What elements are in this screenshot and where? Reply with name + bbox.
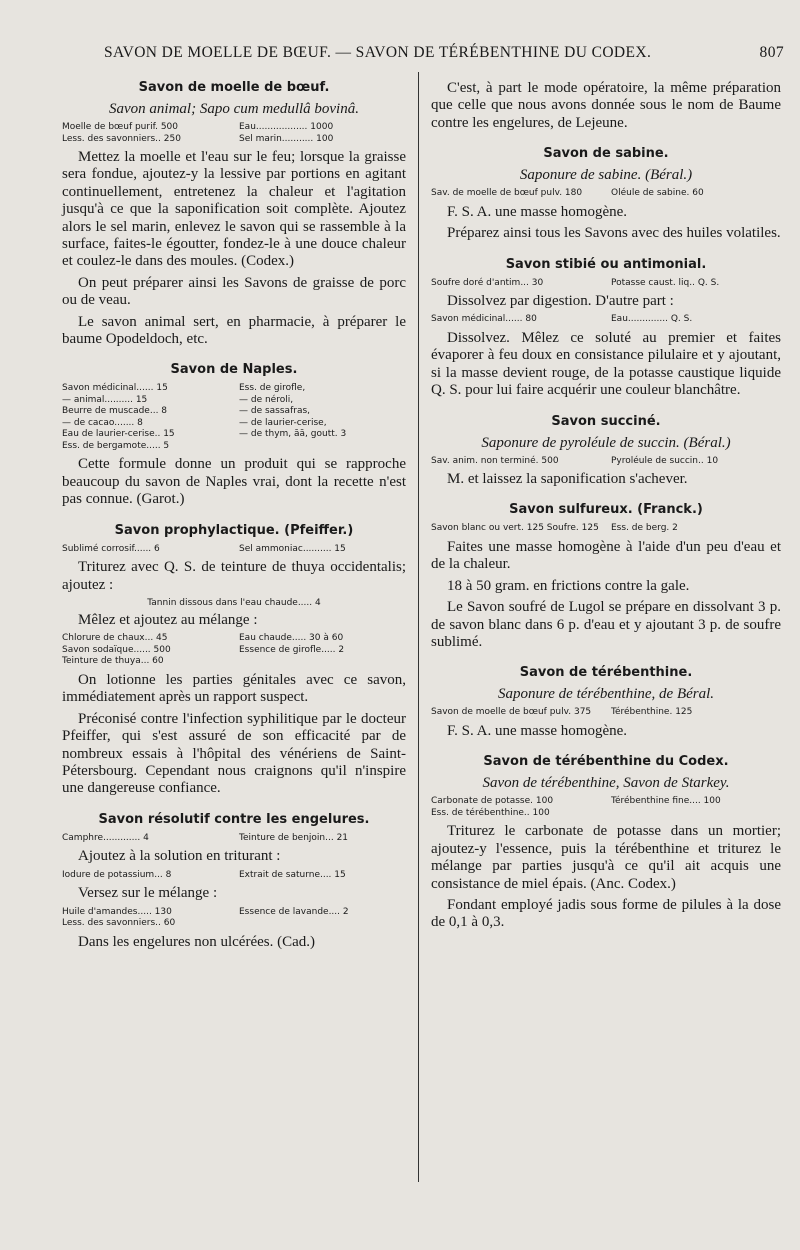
paragraph: Triturez avec Q. S. de teinture de thuya occidentalis; ajoutez : xyxy=(62,559,406,593)
heading-savon-succine: Savon succiné. xyxy=(551,413,661,429)
formula-entry: Térébenthine. 125 xyxy=(611,707,693,718)
formula-table xyxy=(431,707,781,719)
formula-table xyxy=(62,122,406,145)
paragraph: F. S. A. une masse homogène. xyxy=(447,722,628,739)
subheading: Saponure de térébenthine, de Béral. xyxy=(497,686,715,703)
formula-table xyxy=(62,633,406,668)
formula-entry: Chlorure de chaux... 45 xyxy=(62,633,168,644)
right-column xyxy=(431,72,781,1182)
formula-table xyxy=(431,314,781,326)
paragraph: Fondant employé jadis sous forme de pilules à la dose de 0,1 à 0,3. xyxy=(431,896,781,931)
formula-entry: Sav. de moelle de bœuf pulv. 180 xyxy=(431,188,583,199)
heading-savon-terebenthine-codex: Savon de térébenthine du Codex. xyxy=(483,754,729,770)
formula-table xyxy=(431,188,781,200)
formula-entry: Eau de laurier-cerise.. 15 xyxy=(62,429,175,440)
formula-entry xyxy=(239,656,406,668)
paragraph: Triturez le carbonate de potasse dans un mortier; ajoutez-y l'essence, puis la térébenthine et triturez le mélange par parties jusqu'à ce qu'il ait acquis une consistance de miel épais. (Anc. Codex.) xyxy=(431,823,781,892)
paragraph: 18 à 50 gram. en frictions contre la gale. xyxy=(447,577,690,594)
paragraph: Cette formule donne un produit qui se rapproche beaucoup du savon de Naples vrai, dont la recette n'est pas connue. (Garot.) xyxy=(62,456,406,508)
heading-savon-terebenthine: Savon de térébenthine. xyxy=(519,665,693,681)
paragraph: Le savon animal sert, en pharmacie, à préparer le baume Opodeldoch, etc. xyxy=(62,313,406,348)
paragraph: Dissolvez. Mêlez ce soluté au premier et faites évaporer à feu doux en consistance pilulaire et y ajoutant, si la masse devient rouge, de la potasse caustique liquide Q. S. pour lui faire acquérir une couleur blanchâtre. xyxy=(431,329,781,399)
formula-entry: Eau.............. Q. S. xyxy=(611,314,693,325)
formula-line: Tannin dissous dans l'eau chaude..... 4 xyxy=(147,598,321,608)
formula-entry: — de sassafras, xyxy=(239,406,311,417)
formula-table xyxy=(431,796,781,819)
formula-entry: Potasse caust. liq.. Q. S. xyxy=(611,277,720,288)
formula-entry: Essence de girofle..... 2 xyxy=(239,644,345,655)
formula-entry: — de thym, āā, goutt. 3 xyxy=(239,429,347,440)
subheading: Saponure de sabine. (Béral.) xyxy=(519,167,693,184)
left-column xyxy=(62,72,406,1182)
formula-entry: Sel ammoniac.......... 15 xyxy=(239,543,346,554)
formula-entry: Savon sodaïque...... 500 xyxy=(62,644,171,655)
formula-entry: Sel marin........... 100 xyxy=(239,133,334,144)
formula-entry xyxy=(611,808,781,820)
paragraph: On lotionne les parties génitales avec ce savon, immédiatement après un rapport suspect. xyxy=(62,671,406,706)
subheading: Savon animal; Sapo cum medullâ bovinâ. xyxy=(109,101,359,117)
heading-savon-sulfureux: Savon sulfureux. (Franck.) xyxy=(509,502,703,518)
paragraph: On peut préparer ainsi les Savons de graisse de porc ou de veau. xyxy=(62,274,406,309)
page-number: 807 xyxy=(759,44,784,61)
paragraph: Préparez ainsi tous les Savons avec des huiles volatiles. xyxy=(447,225,781,242)
formula-entry: — de cacao....... 8 xyxy=(62,417,143,428)
paragraph: Ajoutez à la solution en triturant : xyxy=(78,848,281,865)
formula-entry: Beurre de muscade... 8 xyxy=(62,406,168,417)
paragraph: Versez sur le mélange : xyxy=(78,885,218,902)
heading-savon-naples: Savon de Naples. xyxy=(170,362,298,378)
formula-table xyxy=(62,833,406,845)
subheading: Savon de térébenthine, Savon de Starkey. xyxy=(482,775,730,792)
heading-savon-prophylactique: Savon prophylactique. (Pfeiffer.) xyxy=(114,522,354,538)
formula-table xyxy=(62,870,406,882)
paragraph: F. S. A. une masse homogène. xyxy=(447,203,628,220)
formula-table xyxy=(431,278,781,290)
formula-entry: Pyroléule de succin.. 10 xyxy=(611,455,719,466)
formula-entry: Savon médicinal...... 15 xyxy=(62,383,168,394)
formula-entry: Eau.................. 1000 xyxy=(239,122,334,132)
paragraph: Le Savon soufré de Lugol se prépare en dissolvant 3 p. de savon blanc dans 6 p. d'eau et y ajoutant 3 p. de soufre sublimé. xyxy=(431,599,781,650)
paragraph: Dans les engelures non ulcérées. (Cad.) xyxy=(78,933,315,950)
formula-entry: Carbonate de potasse. 100 xyxy=(431,796,554,807)
heading-savon-resolutif: Savon résolutif contre les engelures. xyxy=(98,811,370,827)
paragraph: Faites une masse homogène à l'aide d'un peu d'eau et de la chaleur. xyxy=(431,538,781,573)
column-rule xyxy=(418,72,419,1182)
formula-entry: Oléule de sabine. 60 xyxy=(611,188,704,199)
formula-entry: Ess. de bergamote..... 5 xyxy=(62,440,170,451)
paragraph: Mêlez et ajoutez au mélange : xyxy=(78,612,258,628)
formula-entry: Essence de lavande.... 2 xyxy=(239,906,349,917)
formula-entry: Savon de moelle de bœuf pulv. 375 xyxy=(431,707,592,718)
formula-table xyxy=(62,544,406,556)
formula-entry: Ess. de térébenthine.. 100 xyxy=(431,807,550,818)
running-title: SAVON DE MOELLE DE BŒUF. — SAVON DE TÉRÉBENTHINE DU CODEX. xyxy=(104,44,652,61)
formula-entry: Camphre............. 4 xyxy=(62,832,149,843)
two-columns xyxy=(62,72,784,1182)
formula-entry: Ess. de girofle, xyxy=(239,383,306,394)
paragraph: Dissolvez par digestion. D'autre part : xyxy=(447,293,674,310)
formula-entry: Teinture de thuya... 60 xyxy=(62,656,164,667)
formula-entry: Soufre doré d'antim... 30 xyxy=(431,277,544,288)
paragraph: M. et laissez la saponification s'achever. xyxy=(447,471,688,488)
paragraph: C'est, à part le mode opératoire, la même préparation que celle que nous avons donnée sous le nom de Baume contre les engelures, de Lejeune. xyxy=(431,80,781,131)
formula-entry: Sav. anim. non terminé. 500 xyxy=(431,455,559,466)
formula-entry xyxy=(239,441,406,453)
formula-entry: Moelle de bœuf purif. 500 xyxy=(62,122,179,132)
formula-entry: Less. des savonniers.. 250 xyxy=(62,133,181,144)
paragraph: Préconisé contre l'infection syphilitique par le docteur Pfeiffer, qui s'est assuré de son efficacité par de nombreux essais à l'hôpital des vénériens de Saint-Pétersbourg. Cependant nous craignons qu'il n'inspire une dangereuse confiance. xyxy=(62,710,406,797)
heading-savon-moelle: Savon de moelle de bœuf. xyxy=(138,80,330,95)
formula-entry: Teinture de benjoin... 21 xyxy=(239,832,349,843)
formula-table xyxy=(431,456,781,468)
formula-entry: Ess. de berg. 2 xyxy=(611,523,678,534)
formula-entry: Iodure de potassium... 8 xyxy=(62,869,172,880)
formula-entry: Extrait de saturne.... 15 xyxy=(239,869,346,880)
formula-entry: Térébenthine fine.... 100 xyxy=(611,796,721,807)
subheading: Saponure de pyroléule de succin. (Béral.) xyxy=(481,434,731,451)
formula-entry xyxy=(239,918,406,930)
paragraph: Mettez la moelle et l'eau sur le feu; lorsque la graisse sera fondue, ajoutez-y la lessive par portions en agitant continuellement, entretenez la chaleur et l'agitation jusqu'à ce que la saponification soit complète. Ajoutez alors le sel marin, enlevez le savon qui se rassemble à la surface, faites-le égoutter, fondez-le à une douce chaleur et coulez-le dans des moules. (Codex.) xyxy=(62,149,406,270)
formula-entry: — de laurier-cerise, xyxy=(239,417,327,428)
running-head xyxy=(104,44,784,62)
formula-table xyxy=(62,907,406,930)
formula-entry: Less. des savonniers.. 60 xyxy=(62,918,176,929)
formula-entry: — de néroli, xyxy=(239,394,294,405)
formula-entry: Eau chaude..... 30 à 60 xyxy=(239,633,344,644)
formula-entry: Savon blanc ou vert. 125 Soufre. 125 xyxy=(431,523,599,534)
formula-entry: — animal.......... 15 xyxy=(62,394,148,405)
formula-table xyxy=(62,383,406,452)
formula-table xyxy=(431,523,781,535)
heading-savon-stibie: Savon stibié ou antimonial. xyxy=(505,256,707,272)
formula-entry: Huile d'amandes..... 130 xyxy=(62,906,172,917)
heading-savon-sabine: Savon de sabine. xyxy=(543,146,669,162)
formula-entry: Savon médicinal...... 80 xyxy=(431,314,537,325)
formula-entry: Sublimé corrosif...... 6 xyxy=(62,543,160,554)
